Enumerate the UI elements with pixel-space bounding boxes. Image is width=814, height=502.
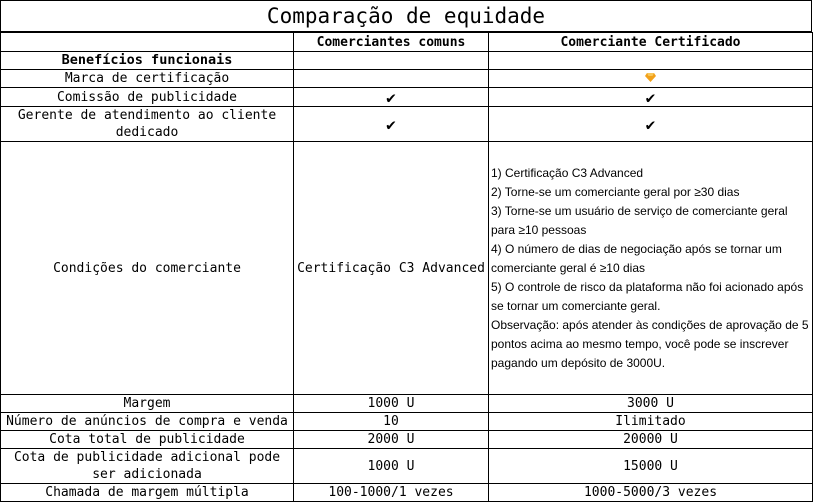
- row-label-ads-count: Número de anúncios de compra e venda: [1, 413, 294, 431]
- diamond-badge-icon: [645, 73, 656, 82]
- condition-item: 4) O número de dias de negociação após se tornar um comerciante geral é ≥10 dias: [491, 241, 782, 275]
- table-row: [1, 484, 813, 502]
- checkmark-icon: ✔: [489, 88, 813, 107]
- row-label-commission: Comissão de publicidade: [1, 88, 294, 107]
- margin-common: 1000 U: [294, 395, 489, 413]
- row-label-multi-margin: Chamada de margem múltipla: [1, 484, 294, 502]
- section-row: [1, 52, 813, 70]
- condition-item: 3) Torne-se um usuário de serviço de comerciante geral para ≥10 pessoas: [491, 203, 788, 237]
- row-label-conditions: Condições do comerciante: [1, 142, 294, 395]
- certified-mark-cell: [489, 70, 813, 88]
- table-row: [1, 107, 813, 142]
- extra-quota-common: 1000 U: [294, 449, 489, 484]
- conditions-row: [1, 142, 813, 395]
- ads-count-common: 10: [294, 413, 489, 431]
- header-row: [1, 33, 813, 52]
- row-label-margin: Margem: [1, 395, 294, 413]
- ad-quota-certified: 20000 U: [489, 431, 813, 449]
- condition-note: Observação: após atender às condições de aprovação de 5 pontos acima ao mesmo tempo, você pode se inscrever pagando um depósito de 3000U.: [491, 317, 809, 370]
- margin-certified: 3000 U: [489, 395, 813, 413]
- table-row: [1, 413, 813, 431]
- row-label-ad-quota: Cota total de publicidade: [1, 431, 294, 449]
- table-row: [1, 431, 813, 449]
- table-row: [1, 395, 813, 413]
- ads-count-certified: Ilimitado: [489, 413, 813, 431]
- table-row: [1, 70, 813, 88]
- checkmark-icon: ✔: [294, 88, 489, 107]
- section-label: Benefícios funcionais: [1, 52, 294, 70]
- table-row: [1, 449, 813, 484]
- row-label-extra-quota: Cota de publicidade adicional pode ser adicionada: [1, 449, 294, 484]
- row-label-mark: Marca de certificação: [1, 70, 294, 88]
- conditions-certified: [489, 142, 813, 395]
- header-empty-cell: [1, 33, 294, 52]
- multi-margin-common: 100-1000/1 vezes: [294, 484, 489, 502]
- ad-quota-common: 2000 U: [294, 431, 489, 449]
- header-certified: Comerciante Certificado: [489, 33, 813, 52]
- table-row: [1, 88, 813, 107]
- multi-margin-certified: 1000-5000/3 vezes: [489, 484, 813, 502]
- condition-item: 2) Torne-se um comerciante geral por ≥30 dias: [491, 184, 740, 199]
- conditions-common: Certificação C3 Advanced: [294, 142, 489, 395]
- extra-quota-certified: 15000 U: [489, 449, 813, 484]
- row-label-manager: Gerente de atendimento ao cliente dedicado: [1, 107, 294, 142]
- equity-comparison-table: [0, 32, 813, 502]
- condition-item: 1) Certificação C3 Advanced: [491, 165, 644, 180]
- condition-item: 5) O controle de risco da plataforma não foi acionado após se tornar um comerciante geral.: [491, 279, 804, 313]
- checkmark-icon: ✔: [294, 107, 489, 142]
- header-common: Comerciantes comuns: [294, 33, 489, 52]
- page-title: Comparação de equidade: [0, 0, 812, 32]
- checkmark-icon: ✔: [489, 107, 813, 142]
